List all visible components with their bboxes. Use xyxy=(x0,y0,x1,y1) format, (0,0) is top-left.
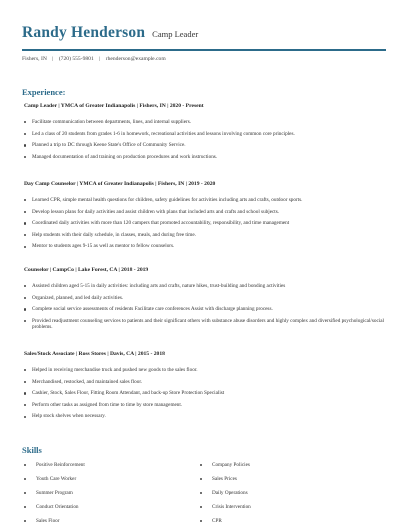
skills-list-left xyxy=(24,462,184,530)
candidate-name: Randy Henderson xyxy=(22,24,146,41)
skills-list-right xyxy=(200,462,360,530)
job-bullet: Assisted children aged 5-15 in daily activities: including arts and crafts, nature hikes, trust-building and bonding activities xyxy=(24,283,384,290)
candidate-role: Camp Leader xyxy=(152,29,199,39)
job-bullet-list xyxy=(24,367,384,425)
skills-heading: Skills xyxy=(22,445,42,455)
job-bullet: Coordinated daily activities with more than 120 campers that promoted accountability, responsibility, and time management xyxy=(24,220,384,227)
skill-item: Daily Operations xyxy=(200,490,360,497)
skill-item: Youth Care Worker xyxy=(24,476,184,483)
skill-item: Summer Program xyxy=(24,490,184,497)
job-bullet-list xyxy=(24,283,384,336)
skill-item: CPR xyxy=(200,518,360,525)
job-bullet: Mentor to students ages 9-15 as well as mentor to fellow counselors. xyxy=(24,243,384,250)
skill-item: Sales Prices xyxy=(200,476,360,483)
job-bullet: Facilitate communication between departments, lines, and internal suppliers. xyxy=(24,119,384,126)
job-bullet: Merchandised, restocked, and maintained sales floor. xyxy=(24,379,384,386)
job-bullet: Planned a trip to DC through Keene State's Office of Community Service. xyxy=(24,142,384,149)
skill-item: Positive Reinforcement xyxy=(24,462,184,469)
job-bullet: Complete social service assessments of residents Facilitate care conferences Assist with discharge planning process. xyxy=(24,306,384,313)
job-bullet: Provided readjustment counseling services to patients and their significant others with substance abuse disorders and highly complex and diversified psychological/social problems. xyxy=(24,318,384,331)
contact-email[interactable]: rhenderson@example.com xyxy=(105,56,166,62)
skill-item: Conduct Orientation xyxy=(24,504,184,511)
contact-phone: (720) 555-9801 xyxy=(58,56,94,62)
job-bullet: Organized, planned, and led daily activities. xyxy=(24,295,384,302)
job-bullet: Help students with their daily schedule, in classes, meals, and during free time. xyxy=(24,232,384,239)
job-title: Sales/Stock Associate | Ross Stores | Davis, CA | 2015 - 2018 xyxy=(24,351,165,357)
job-bullet-list xyxy=(24,119,384,165)
job-bullet: Cashier, Stock, Sales Floor, Fitting Room Attendant, and back-up Store Protection Specialist xyxy=(24,390,384,397)
contact-separator: | xyxy=(52,56,54,62)
contact-location: Fishers, IN xyxy=(22,56,47,62)
contact-line xyxy=(22,56,166,62)
name-line xyxy=(22,24,388,42)
header-divider xyxy=(22,49,386,51)
skill-item: Company Policies xyxy=(200,462,360,469)
job-bullet: Perform other tasks as assigned from time to time by store management. xyxy=(24,402,384,409)
job-title: Camp Leader | YMCA of Greater Indianapolis | Fishers, IN | 2020 - Present xyxy=(24,103,204,109)
job-title: Day Camp Counselor | YMCA of Greater Indianapolis | Fishers, IN | 2019 - 2020 xyxy=(24,181,216,187)
experience-heading: Experience: xyxy=(22,87,66,97)
job-bullet: Develop lesson plans for daily activities and assist children with plans that included arts and crafts and school subjects. xyxy=(24,209,384,216)
job-bullet: Helped in receiving merchandise truck and pushed new goods to the sales floor. xyxy=(24,367,384,374)
skill-item: Crisis Intervention xyxy=(200,504,360,511)
job-bullet: Led a class of 20 students from grades 1-6 in homework, recreational activities and lessons involving common core principles. xyxy=(24,131,384,138)
job-bullet-list xyxy=(24,197,384,255)
skill-item: Sales Floor xyxy=(24,518,184,525)
resume-header xyxy=(22,24,388,42)
job-bullet: Help stock shelves when necessary. xyxy=(24,413,384,420)
contact-separator: | xyxy=(99,56,101,62)
job-bullet: Learned CPR, simple mental health questions for children, safety guidelines for activities including arts and crafts, outdoor sports. xyxy=(24,197,384,204)
job-title: Counselor | CampCo | Lake Forest, CA | 2018 - 2019 xyxy=(24,267,149,273)
job-bullet: Managed documentation of and training on production procedures and work instructions. xyxy=(24,154,384,161)
